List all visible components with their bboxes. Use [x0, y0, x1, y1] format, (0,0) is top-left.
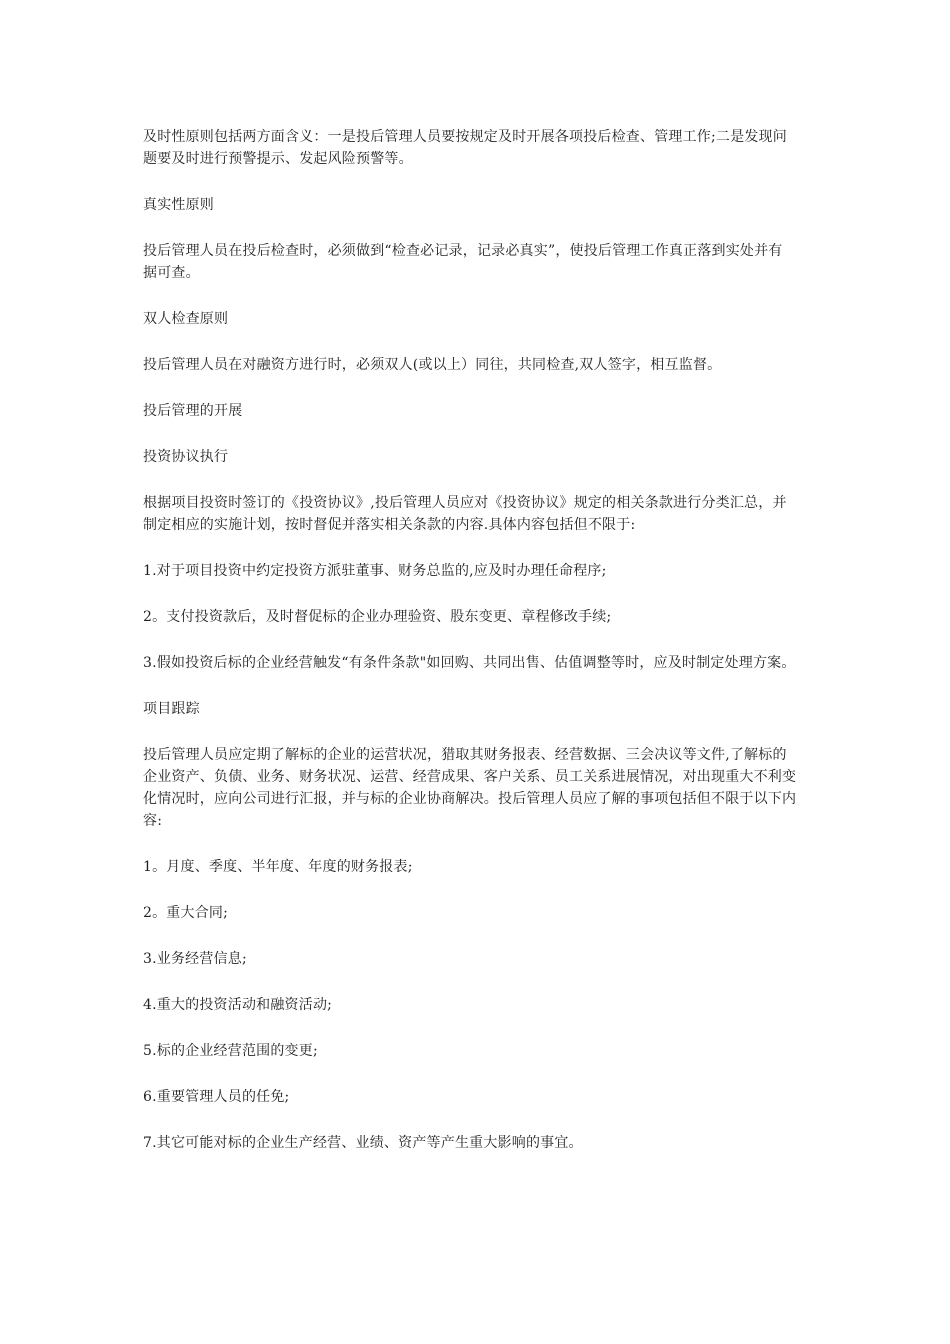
- text-line: 投后管理人员在投后检查时，必须做到“检查必记录，记录必真实”，使投后管理工作真正落到实处并有: [143, 243, 783, 259]
- text-line: 3.业务经营信息;: [143, 951, 247, 967]
- text-line: 容:: [143, 813, 163, 829]
- list-item: [143, 606, 811, 628]
- heading-post-investment-management: [143, 400, 811, 422]
- list-item: [143, 902, 811, 924]
- text-line: 6.重要管理人员的任免;: [143, 1089, 290, 1105]
- heading-investment-agreement-execution: [143, 446, 811, 468]
- heading-project-tracking: [143, 698, 811, 720]
- text-line: 化情况时，应向公司进行汇报，并与标的企业协商解决。投后管理人员应了解的事项包括但不限于以下内: [143, 791, 797, 807]
- list-item: [143, 994, 811, 1016]
- text-line: 2。支付投资款后，及时督促标的企业办理验资、股东变更、章程修改手续;: [143, 609, 612, 625]
- list-item: [143, 948, 811, 970]
- text-line: 双人检查原则: [143, 311, 229, 327]
- list-item: [143, 1040, 811, 1062]
- list-item: [143, 1086, 811, 1108]
- list-item: [143, 560, 811, 582]
- text-line: 投后管理的开展: [143, 403, 243, 419]
- text-line: 题要及时进行预警提示、发起风险预警等。: [143, 151, 413, 167]
- paragraph-project-tracking: [143, 744, 811, 832]
- text-line: 2。重大合同;: [143, 905, 229, 921]
- paragraph-investment-agreement: [143, 492, 811, 536]
- text-line: 项目跟踪: [143, 701, 200, 717]
- text-line: 及时性原则包括两方面含义：一是投后管理人员要按规定及时开展各项投后检查、管理工作;二是发现问: [143, 129, 787, 145]
- heading-authenticity-principle: [143, 194, 811, 216]
- text-line: 制定相应的实施计划，按时督促并落实相关条款的内容.具体内容包括但不限于:: [143, 517, 636, 533]
- paragraph-timeliness-principle: [143, 126, 811, 170]
- text-line: 1.对于项目投资中约定投资方派驻董事、财务总监的,应及时办理任命程序;: [143, 563, 607, 579]
- paragraph-authenticity-principle: [143, 240, 811, 284]
- text-line: 根据项目投资时签订的《投资协议》,投后管理人员应对《投资协议》规定的相关条款进行分类汇总，并: [143, 495, 787, 511]
- text-line: 投资协议执行: [143, 449, 229, 465]
- text-line: 4.重大的投资活动和融资活动;: [143, 997, 333, 1013]
- heading-dual-inspection-principle: [143, 308, 811, 330]
- text-line: 真实性原则: [143, 197, 214, 213]
- list-item: [143, 1132, 811, 1154]
- document-body: [143, 126, 811, 1178]
- text-line: 3.假如投资后标的企业经营触发“有条件条款"如回购、共同出售、估值调整等时，应及时制定处理方案。: [143, 655, 796, 671]
- text-line: 据可查。: [143, 265, 200, 281]
- text-line: 投后管理人员在对融资方进行时，必须双人(或以上）同往，共同检查,双人签字，相互监督。: [143, 357, 722, 373]
- list-item: [143, 652, 811, 674]
- text-line: 1。月度、季度、半年度、年度的财务报表;: [143, 859, 413, 875]
- text-line: 5.标的企业经营范围的变更;: [143, 1043, 318, 1059]
- paragraph-dual-inspection-principle: [143, 354, 811, 376]
- text-line: 7.其它可能对标的企业生产经营、业绩、资产等产生重大影响的事宜。: [143, 1135, 583, 1151]
- text-line: 投后管理人员应定期了解标的企业的运营状况，猎取其财务报表、经营数据、三会决议等文件,了解标的: [143, 747, 787, 763]
- text-line: 企业资产、负债、业务、财务状况、运营、经营成果、客户关系、员工关系进展情况，对出现重大不利变: [143, 769, 797, 785]
- list-item: [143, 856, 811, 878]
